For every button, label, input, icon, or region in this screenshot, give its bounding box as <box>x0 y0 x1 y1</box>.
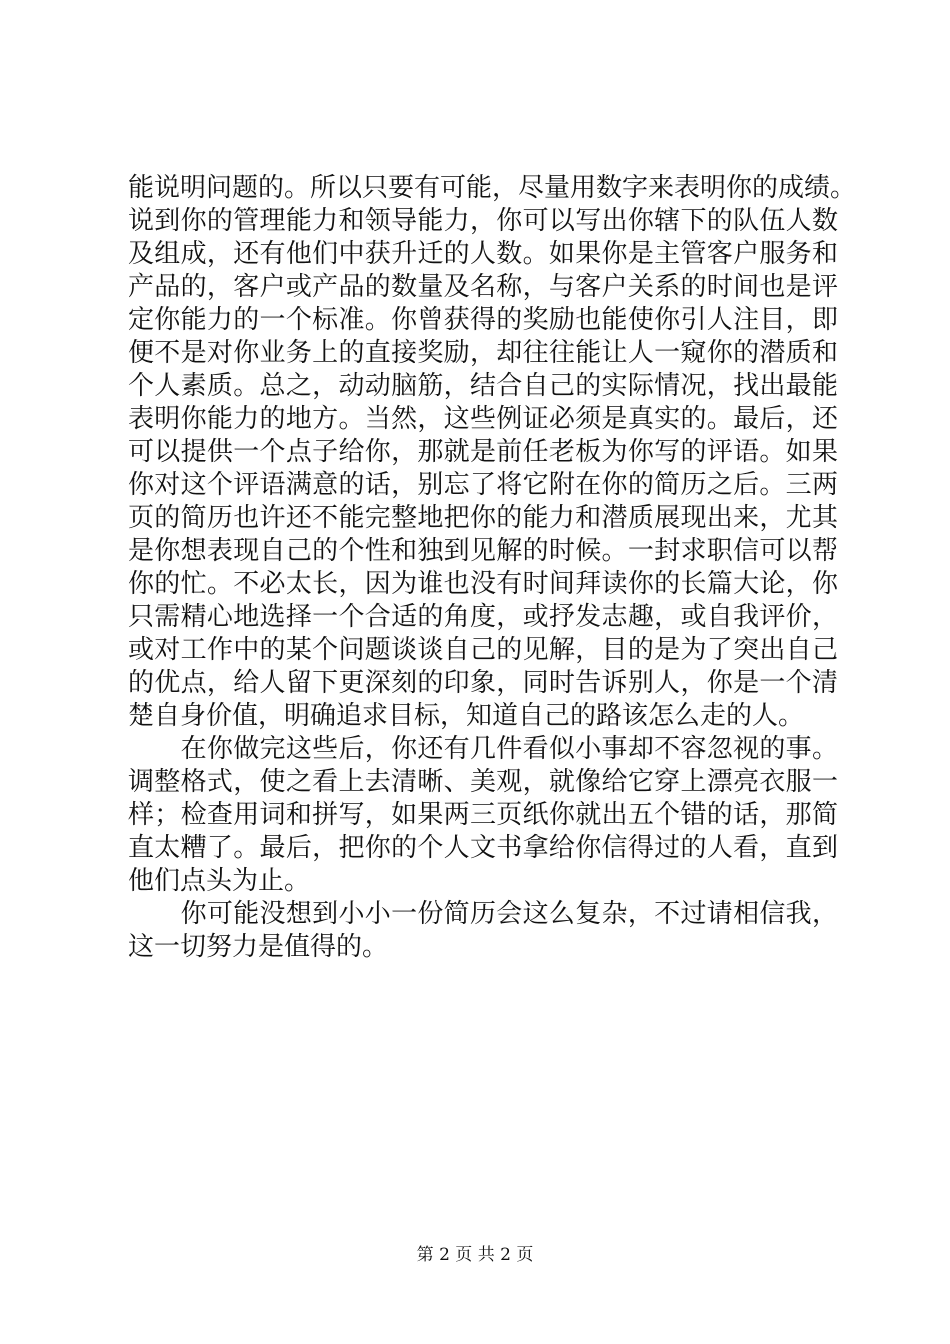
body-text <box>128 172 857 964</box>
text-line: 能说明问题的。所以只要有可能，尽量用数字来表明你的成绩。 <box>128 173 857 203</box>
text-line: 调整格式，使之看上去清晰、美观，就像给它穿上漂亮衣服一 <box>128 767 838 797</box>
text-line: 只需精心地选择一个合适的角度，或抒发志趣，或自我评价， <box>128 602 838 632</box>
text-line: 便不是对你业务上的直接奖励，却往往能让人一窥你的潜质和 <box>128 338 838 368</box>
text-line: 页的简历也许还不能完整地把你的能力和潜质展现出来，尤其 <box>128 503 838 533</box>
text-line: 产品的，客户或产品的数量及名称，与客户关系的时间也是评 <box>128 272 838 302</box>
text-line: 或对工作中的某个问题谈谈自己的见解，目的是为了突出自己 <box>128 635 838 665</box>
text-line: 这一切努力是值得的。 <box>128 932 389 962</box>
text-line: 是你想表现自己的个性和独到见解的时候。一封求职信可以帮 <box>128 536 838 566</box>
text-line: 定你能力的一个标准。你曾获得的奖励也能使你引人注目，即 <box>128 305 838 335</box>
text-line: 你对这个评语满意的话，别忘了将它附在你的简历之后。三两 <box>128 470 838 500</box>
text-line: 你的忙。不必太长，因为谁也没有时间拜读你的长篇大论，你 <box>128 569 838 599</box>
text-line: 个人素质。总之，动动脑筋，结合自己的实际情况，找出最能 <box>128 371 838 401</box>
text-line: 可以提供一个点子给你，那就是前任老板为你写的评语。如果 <box>128 437 838 467</box>
text-line: 样；检查用词和拼写，如果两三页纸你就出五个错的话，那简 <box>128 800 838 830</box>
text-line: 楚自身价值，明确追求目标，知道自己的路该怎么走的人。 <box>128 701 805 731</box>
page-footer: 第 2 页 共 2 页 <box>416 1245 534 1265</box>
text-line: 表明你能力的地方。当然，这些例证必须是真实的。最后，还 <box>128 404 838 434</box>
text-line: 直太糟了。最后，把你的个人文书拿给你信得过的人看，直到 <box>128 833 838 863</box>
text-line: 说到你的管理能力和领导能力，你可以写出你辖下的队伍人数 <box>128 206 838 236</box>
text-line: 你可能没想到小小一份简历会这么复杂，不过请相信我， <box>128 899 838 929</box>
text-line: 的优点，给人留下更深刻的印象，同时告诉别人，你是一个清 <box>128 668 838 698</box>
text-line: 在你做完这些后，你还有几件看似小事却不容忽视的事。 <box>128 734 838 764</box>
text-line: 及组成，还有他们中获升迁的人数。如果你是主管客户服务和 <box>128 239 838 269</box>
text-line: 他们点头为止。 <box>128 866 311 896</box>
